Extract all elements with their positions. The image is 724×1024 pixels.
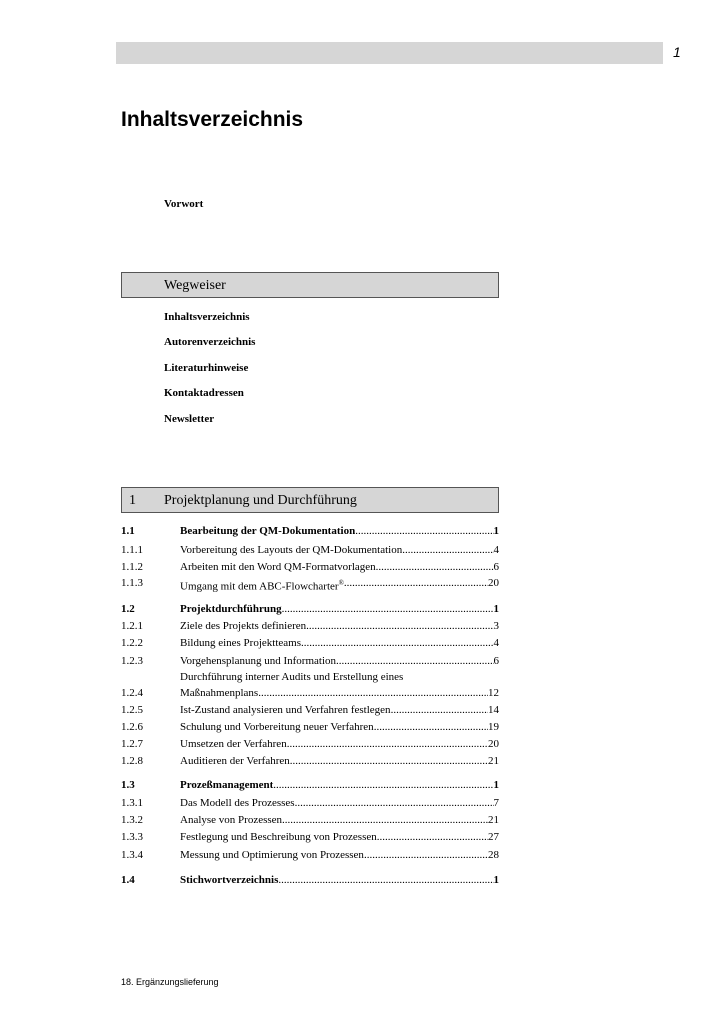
toc-title: Schulung und Vorbereitung neuer Verfahren: [180, 721, 374, 733]
toc-page-number: 1: [493, 874, 499, 886]
toc-link-autorenverzeichnis[interactable]: Autorenverzeichnis: [164, 336, 256, 348]
toc-page-number: 21: [488, 814, 499, 826]
toc-row[interactable]: [121, 873, 499, 887]
toc-leader-dots: [376, 560, 494, 574]
toc-title: Vorgehensplanung und Information: [180, 655, 337, 667]
toc-row[interactable]: [121, 778, 499, 792]
toc-leader-dots: [402, 543, 493, 557]
toc-row[interactable]: [121, 671, 499, 700]
toc-page-number: 6: [493, 655, 499, 667]
toc-number: 1.2.3: [121, 655, 143, 667]
toc-number: 1.1.2: [121, 561, 143, 573]
toc-row[interactable]: [121, 636, 499, 650]
toc-row[interactable]: [121, 654, 499, 668]
toc-leader-dots: [273, 778, 493, 792]
toc-leader-dots: [364, 848, 488, 862]
registered-mark: ®: [338, 579, 344, 587]
toc-title: Ziele des Projekts definieren: [180, 620, 307, 632]
section-heading: Wegweiser: [164, 278, 226, 293]
toc-leader-dots: [282, 813, 488, 827]
toc-leader-dots: [374, 720, 488, 734]
toc-title: Ist-Zustand analysieren und Verfahren festlegen: [180, 704, 391, 716]
toc-row[interactable]: [121, 543, 499, 557]
toc-leader-dots: [306, 619, 493, 633]
toc-page-number: 7: [493, 797, 499, 809]
toc-leader-dots: [391, 703, 488, 717]
toc-number: 1.4: [121, 874, 135, 886]
toc-number: 1.2.1: [121, 620, 143, 632]
toc-leader-dots: [287, 737, 488, 751]
toc-number: 1.1.3: [121, 577, 143, 589]
toc-row[interactable]: [121, 754, 499, 768]
toc-title: Arbeiten mit den Word QM-Formatvorlagen: [180, 561, 376, 573]
toc-page-number: 4: [493, 544, 499, 556]
toc-number: 1.2.2: [121, 637, 143, 649]
toc-row[interactable]: [121, 737, 499, 751]
toc-row[interactable]: [121, 576, 499, 593]
toc-link-vorwort[interactable]: Vorwort: [164, 198, 204, 210]
toc-row[interactable]: [121, 619, 499, 633]
toc-leader-dots: [278, 873, 493, 887]
toc-row[interactable]: [121, 524, 499, 538]
page-number: 1: [673, 44, 681, 60]
toc-row[interactable]: [121, 848, 499, 862]
toc-title: Projektdurchführung: [180, 603, 282, 615]
toc-page-number: 19: [488, 721, 499, 733]
toc-page-number: 1: [493, 779, 499, 791]
toc-title: Messung und Optimierung von Prozessen: [180, 849, 364, 861]
toc-leader-dots: [258, 686, 488, 700]
toc-leader-dots: [282, 602, 494, 616]
toc-number: 1.1.1: [121, 544, 143, 556]
toc-number: 1.3.2: [121, 814, 143, 826]
toc-number: 1.2.5: [121, 704, 143, 716]
toc-page-number: 20: [488, 577, 499, 589]
toc-page-number: 14: [488, 704, 499, 716]
page-title: Inhaltsverzeichnis: [121, 108, 304, 131]
toc-page-number: 6: [493, 561, 499, 573]
toc-link-literaturhinweise[interactable]: Literaturhinweise: [164, 362, 249, 374]
toc-page-number: 21: [488, 755, 499, 767]
toc-title: Bearbeitung der QM-Dokumentation: [180, 525, 356, 537]
toc-number: 1.2.7: [121, 738, 143, 750]
section-box-wegweiser: [121, 272, 499, 298]
toc-title: Analyse von Prozessen: [180, 814, 283, 826]
header-bar: [116, 42, 663, 64]
toc-page-number: 20: [488, 738, 499, 750]
toc-row[interactable]: [121, 830, 499, 844]
toc-page-number: 1: [493, 603, 499, 615]
toc-row[interactable]: [121, 720, 499, 734]
toc-link-newsletter[interactable]: Newsletter: [164, 413, 215, 425]
toc-number: 1.3.3: [121, 831, 143, 843]
toc-number: 1.2.6: [121, 721, 143, 733]
toc-title: Bildung eines Projektteams: [180, 637, 301, 649]
toc-row[interactable]: [121, 813, 499, 827]
toc-number: 1.3: [121, 779, 135, 791]
toc-title: Das Modell des Prozesses: [180, 797, 295, 809]
toc-title: Vorbereitung des Layouts der QM-Dokumentation: [180, 544, 403, 556]
toc-row[interactable]: [121, 602, 499, 616]
toc-row[interactable]: [121, 703, 499, 717]
toc-number: 1.2.8: [121, 755, 143, 767]
toc-row[interactable]: [121, 796, 499, 810]
toc-title: Prozeßmanagement: [180, 779, 274, 791]
toc-page-number: 1: [493, 525, 499, 537]
chapter-box: [121, 487, 499, 513]
toc-page-number: 27: [488, 831, 499, 843]
toc-leader-dots: [377, 830, 488, 844]
toc-number: 1.2.4: [121, 687, 143, 699]
toc-leader-dots: [290, 754, 488, 768]
footer-text: 18. Ergänzungslieferung: [121, 977, 219, 987]
toc-row[interactable]: [121, 560, 499, 574]
toc-link-inhaltsverzeichnis[interactable]: Inhaltsverzeichnis: [164, 311, 250, 323]
toc-title: Auditieren der Verfahren: [180, 755, 290, 767]
toc-number: 1.1: [121, 525, 135, 537]
chapter-number: 1: [129, 493, 136, 508]
toc-title: Umsetzen der Verfahren: [180, 738, 287, 750]
toc-page-number: 3: [493, 620, 499, 632]
toc-title-line1: Durchführung interner Audits und Erstellung eines: [180, 671, 404, 683]
toc-number: 1.3.1: [121, 797, 143, 809]
toc-leader-dots: [301, 636, 494, 650]
toc-title: Maßnahmenplans: [180, 687, 259, 699]
chapter-heading: Projektplanung und Durchführung: [164, 493, 357, 508]
toc-title: Stichwortverzeichnis: [180, 874, 279, 886]
toc-link-kontaktadressen[interactable]: Kontaktadressen: [164, 387, 244, 399]
toc-page-number: 12: [488, 687, 499, 699]
toc-number: 1.3.4: [121, 849, 143, 861]
toc-title: Umgang mit dem ABC-Flowcharter®: [180, 579, 344, 593]
toc-leader-dots: [336, 654, 493, 668]
toc-number: 1.2: [121, 603, 135, 615]
toc-leader-dots: [344, 576, 488, 594]
toc-page-number: 28: [488, 849, 499, 861]
toc-title: Festlegung und Beschreibung von Prozessen: [180, 831, 377, 843]
toc-leader-dots: [295, 796, 494, 810]
toc-leader-dots: [355, 524, 493, 538]
toc-page-number: 4: [493, 637, 499, 649]
